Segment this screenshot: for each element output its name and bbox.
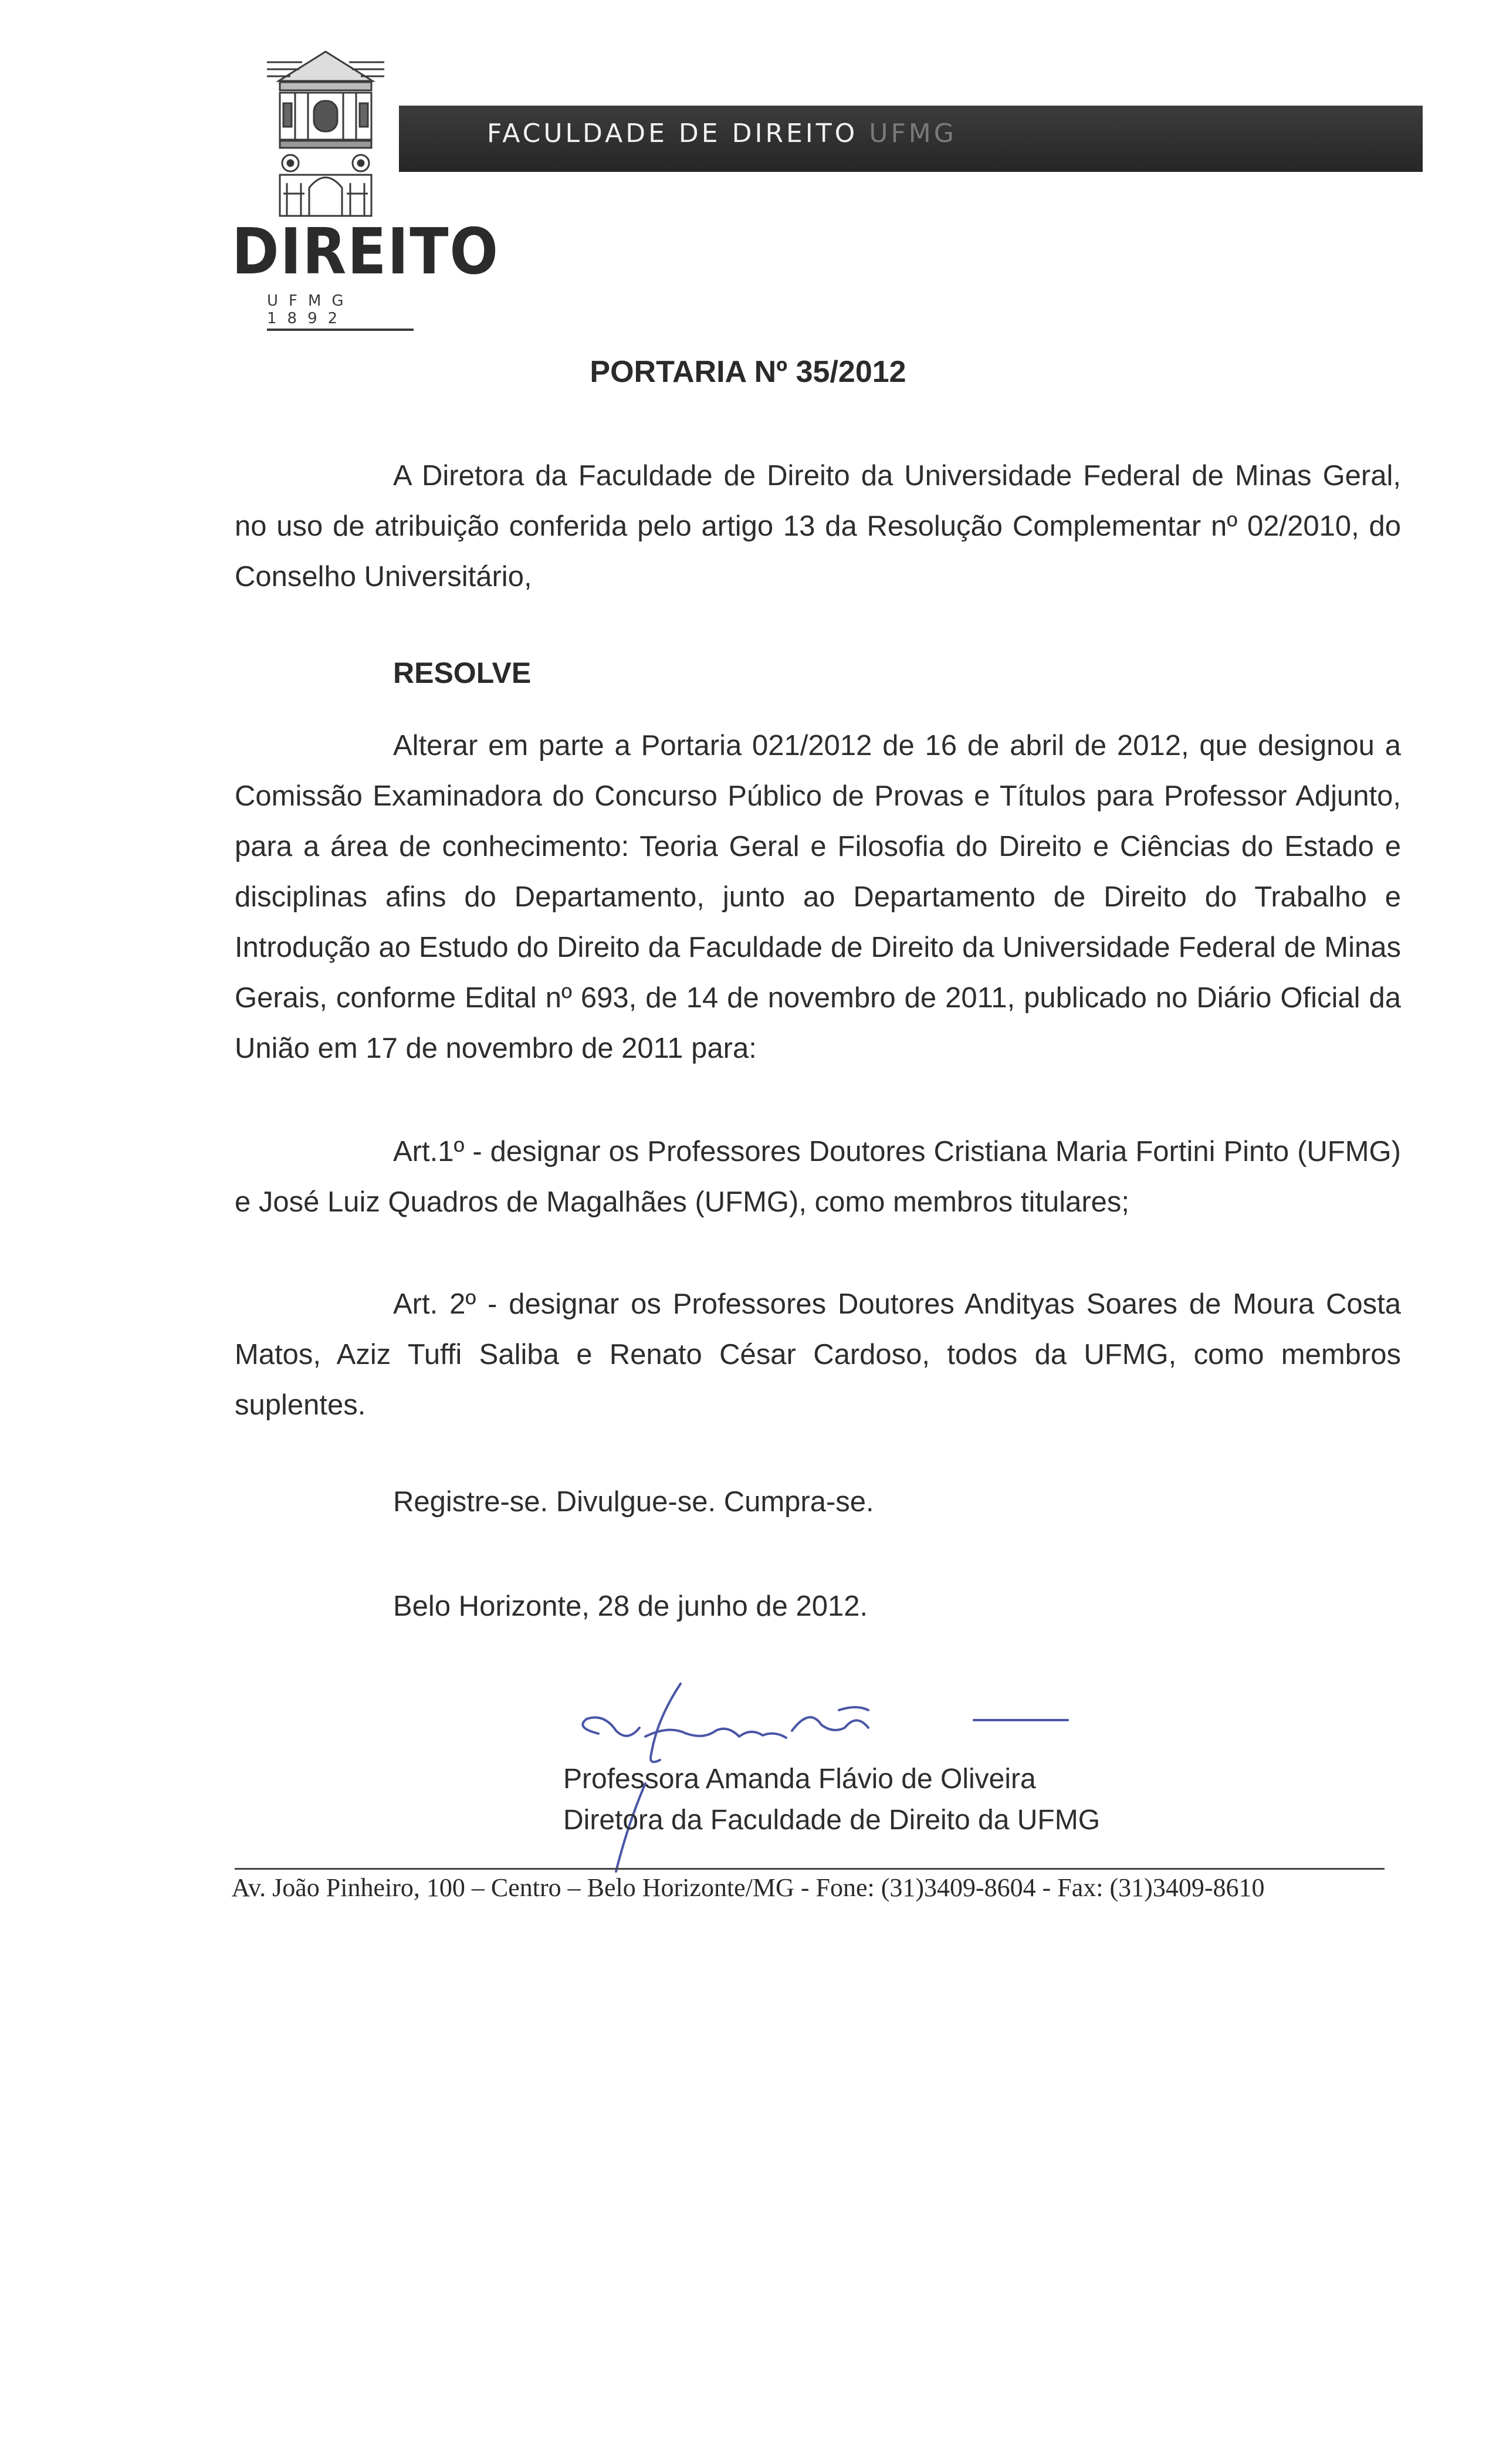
resolve-heading: RESOLVE: [393, 656, 532, 689]
footer-divider: [235, 1868, 1385, 1870]
article-2: Art. 2º - designar os Professores Doutores Andityas Soares de Moura Costa Matos, Aziz Tuffi Saliba e Renato César Cardoso, todos da UFMG, como membros suplentes.: [235, 1288, 1401, 1421]
logo-wordmark: DIREITO: [232, 215, 499, 289]
closing-formula: Registre-se. Divulgue-se. Cumpra-se.: [393, 1486, 874, 1518]
signatory-name: Professora Amanda Flávio de Oliveira: [563, 1764, 1036, 1795]
document-title: PORTARIA Nº 35/2012: [590, 355, 906, 389]
preamble-paragraph: A Diretora da Faculdade de Direito da Universidade Federal de Minas Geral, no uso de atribuição conferida pelo artigo 13 da Resolução Complementar nº 02/2010, do Conselho Universitário,: [235, 460, 1401, 593]
place-and-date: Belo Horizonte, 28 de junho de 2012.: [393, 1590, 868, 1622]
signature-block: [563, 1759, 1100, 1841]
resolve-paragraph: Alterar em parte a Portaria 021/2012 de 16 de abril de 2012, que designou a Comissão Examinadora do Concurso Público de Provas e Títulos para Professor Adjunto, para a área de conhecimento: Teoria Geral e Filosofia do Direito e Ciências do Estado e disciplinas afins do Departamento, junto ao Departamento de Direito do Trabalho e Introdução ao Estudo do Direito da Faculdade de Direito da Universidade Federal de Minas Gerais, conforme Edital nº 693, de 14 de novembro de 2011, publicado no Diário Oficial da União em 17 de novembro de 2011 para:: [235, 730, 1401, 1064]
banner-title: [487, 119, 957, 148]
article-1: Art.1º - designar os Professores Doutores Cristiana Maria Fortini Pinto (UFMG) e José Luiz Quadros de Magalhães (UFMG), como membros titulares;: [235, 1136, 1401, 1218]
logo-subtitle: UFMG 1892: [267, 292, 414, 331]
banner-faded-text: UFMG: [869, 119, 957, 148]
building-emblem-icon: [267, 47, 384, 217]
faculty-logo: [232, 47, 499, 327]
banner-main-text: FACULDADE DE DIREITO: [487, 119, 858, 148]
signatory-role: Diretora da Faculdade de Direito da UFMG: [563, 1805, 1101, 1836]
footer-address: Av. João Pinheiro, 100 – Centro – Belo Horizonte/MG - Fone: (31)3409-8604 - Fax: (31)3409-8610: [231, 1873, 1265, 1902]
header-banner: [399, 106, 1423, 172]
